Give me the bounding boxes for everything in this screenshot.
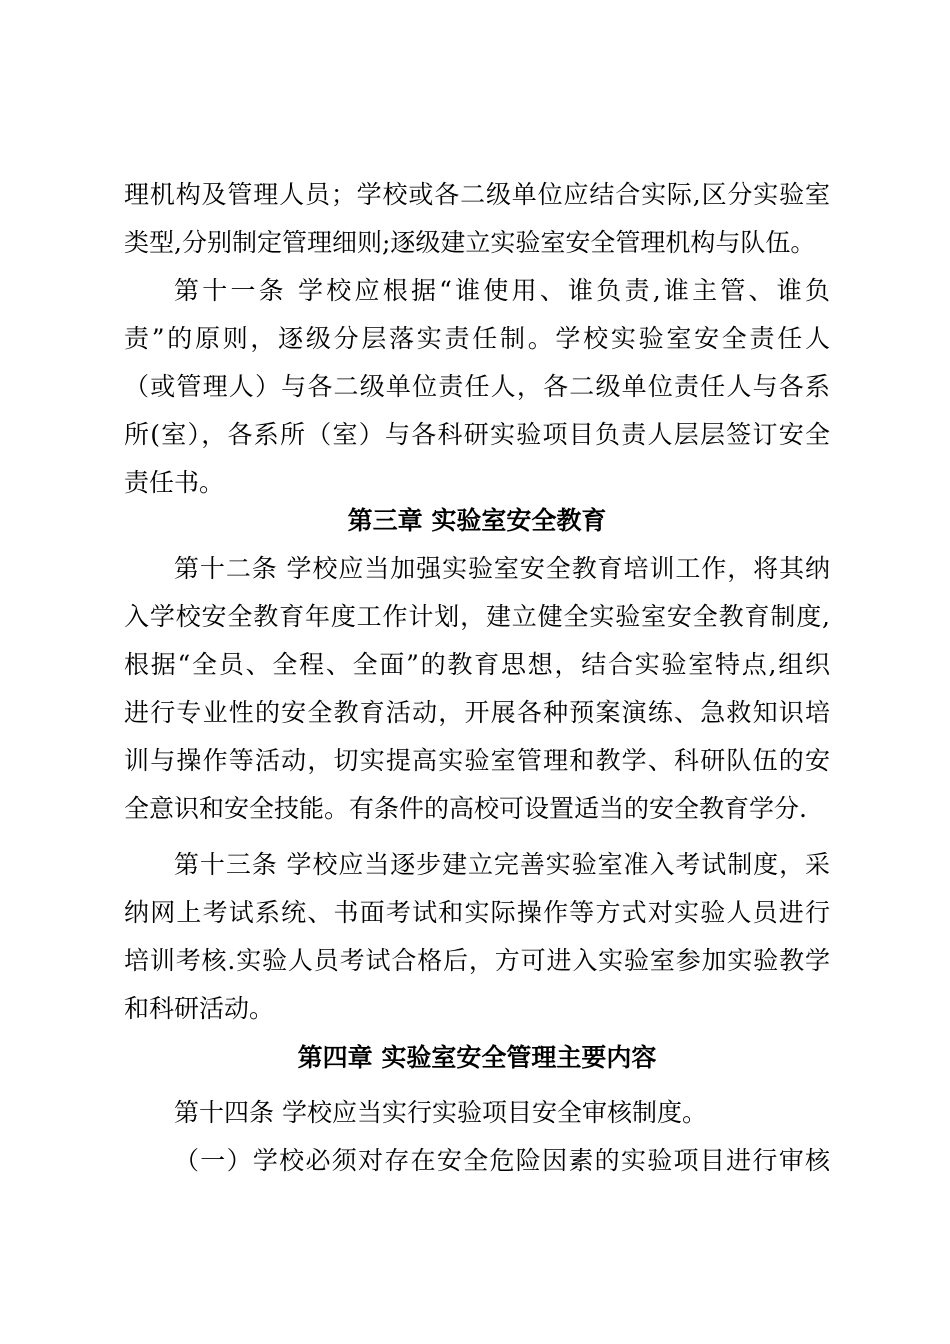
text-line: 第十三条 学校应当逐步建立完善实验室准入考试制度，采 bbox=[174, 850, 830, 879]
text-line: 纳网上考试系统、书面考试和实际操作等方式对实验人员进行 bbox=[124, 898, 830, 927]
text-line: 责”的原则，逐级分层落实责任制。学校实验室安全责任人 bbox=[124, 324, 830, 353]
text-line: 责任书。 bbox=[124, 468, 225, 497]
text-line: 入学校安全教育年度工作计划，建立健全实验室安全教育制度, bbox=[124, 602, 830, 631]
text-line: 理机构及管理人员；学校或各二级单位应结合实际,区分实验室 bbox=[124, 180, 830, 209]
text-line: 培训考核.实验人员考试合格后，方可进入实验室参加实验教学 bbox=[124, 946, 830, 975]
chapter-heading: 第三章 实验室安全教育 bbox=[347, 506, 607, 535]
text-line: （一）学校必须对存在安全危险因素的实验项目进行审核 bbox=[174, 1146, 830, 1175]
text-line: 进行专业性的安全教育活动，开展各种预案演练、急救知识培 bbox=[124, 698, 830, 727]
text-line: 所(室），各系所（室）与各科研实验项目负责人层层签订安全 bbox=[124, 420, 830, 449]
text-line: 第十二条 学校应当加强实验室安全教育培训工作，将其纳 bbox=[174, 554, 830, 583]
text-line: 类型,分别制定管理细则;逐级建立实验室安全管理机构与队伍。 bbox=[124, 228, 816, 257]
text-line: （或管理人）与各二级单位责任人，各二级单位责任人与各系 bbox=[124, 372, 830, 401]
text-line: 根据“全员、全程、全面”的教育思想，结合实验室特点,组织 bbox=[124, 650, 830, 679]
text-line: 训与操作等活动，切实提高实验室管理和教学、科研队伍的安 bbox=[124, 746, 830, 775]
text-line: 第十四条 学校应当实行实验项目安全审核制度。 bbox=[174, 1098, 707, 1127]
text-line: 和科研活动。 bbox=[124, 994, 275, 1023]
chapter-heading: 第四章 实验室安全管理主要内容 bbox=[297, 1043, 657, 1072]
text-line: 第十一条 学校应根据“谁使用、谁负责,谁主管、谁负 bbox=[174, 276, 830, 305]
text-line: 全意识和安全技能。有条件的高校可设置适当的安全教育学分. bbox=[124, 794, 807, 823]
